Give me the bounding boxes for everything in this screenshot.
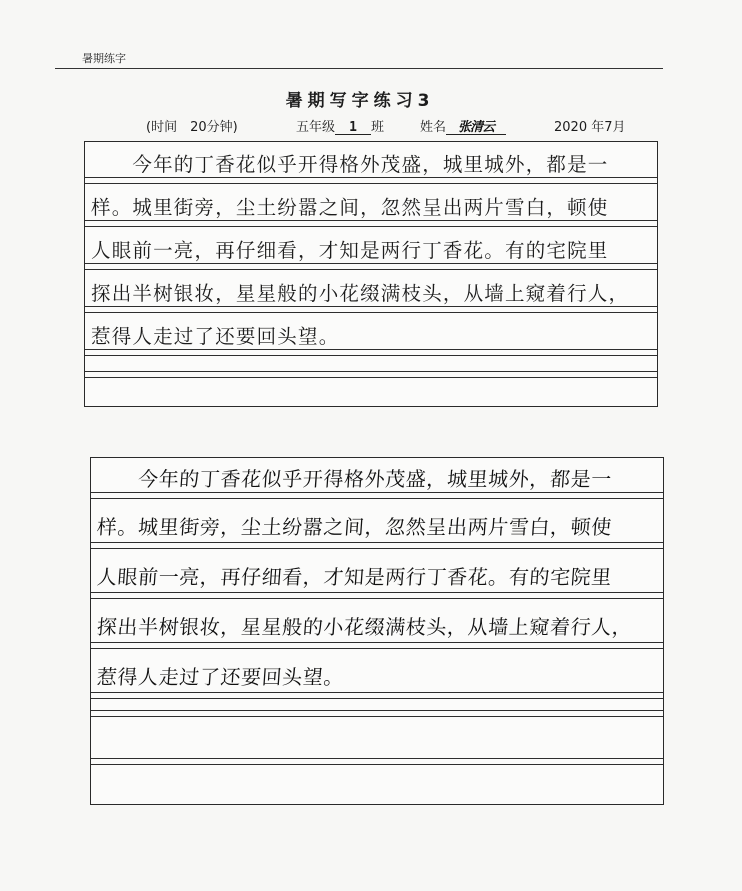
ruled-line bbox=[85, 349, 657, 350]
printed-line: 今年的丁香花似乎开得格外茂盛，城里城外，都是一 bbox=[91, 153, 609, 176]
printed-line: 样。城里街旁，尘土纷嚣之间，忽然呈出两片雪白，顿使 bbox=[91, 196, 609, 219]
handwritten-line: 今年的丁香花似乎开得格外茂盛，城里城外，都是一 bbox=[96, 467, 613, 491]
ruled-line bbox=[85, 177, 657, 178]
ruled-line bbox=[85, 269, 657, 270]
ruled-line bbox=[85, 306, 657, 307]
printed-line: 人眼前一亮，再仔细看，才知是两行丁香花。有的宅院里 bbox=[91, 239, 609, 262]
date: 2020 年7月 bbox=[554, 120, 626, 135]
class-label: 班 bbox=[371, 120, 385, 135]
ruled-line bbox=[91, 498, 663, 499]
ruled-line bbox=[91, 698, 663, 699]
handwritten-line: 人眼前一亮，再仔细看，才知是两行丁香花。有的宅院里 bbox=[96, 565, 613, 589]
ruled-line bbox=[85, 371, 657, 372]
printed-line: 探出半树银妆，星星般的小花缀满枝头，从墙上窥着行人， bbox=[91, 282, 630, 305]
printed-line: 惹得人走过了还要回头望。 bbox=[91, 325, 340, 348]
ruled-line bbox=[85, 377, 657, 378]
ruled-line bbox=[91, 492, 663, 493]
name-field bbox=[420, 116, 506, 135]
time-limit: (时间 20分钟) bbox=[146, 120, 238, 135]
grade-label: 五年级 bbox=[296, 120, 336, 135]
ruled-line bbox=[91, 592, 663, 593]
name-label: 姓名 bbox=[420, 120, 447, 135]
ruled-line bbox=[91, 648, 663, 649]
ruled-line bbox=[91, 710, 663, 711]
ruled-line bbox=[85, 226, 657, 227]
ruled-line bbox=[91, 692, 663, 693]
ruled-line bbox=[91, 764, 663, 765]
ruled-line bbox=[85, 263, 657, 264]
ruled-line bbox=[91, 598, 663, 599]
ruled-line bbox=[91, 716, 663, 717]
grade-field bbox=[296, 116, 384, 135]
ruled-line bbox=[85, 355, 657, 356]
header-label: 暑期练字 bbox=[82, 52, 126, 65]
name-value[interactable]: 张清云 bbox=[446, 121, 506, 135]
page-title: 暑期写字练习3 bbox=[285, 91, 435, 111]
ruled-line bbox=[91, 542, 663, 543]
ruled-line bbox=[85, 312, 657, 313]
handwritten-line: 探出半树银妆，星星般的小花缀满枝头，从墙上窥着行人， bbox=[96, 615, 634, 639]
handwritten-line: 样。城里街旁，尘土纷嚣之间，忽然呈出两片雪白，顿使 bbox=[96, 515, 613, 539]
handwritten-line: 惹得人走过了还要回头望。 bbox=[96, 665, 345, 689]
header-rule bbox=[55, 68, 663, 69]
handwritten-copy-box[interactable] bbox=[90, 457, 664, 805]
ruled-line bbox=[91, 548, 663, 549]
ruled-line bbox=[85, 220, 657, 221]
class-value[interactable]: 1 bbox=[335, 121, 371, 135]
ruled-line bbox=[91, 642, 663, 643]
ruled-line bbox=[85, 183, 657, 184]
ruled-line bbox=[91, 758, 663, 759]
printed-passage-box bbox=[84, 141, 658, 407]
